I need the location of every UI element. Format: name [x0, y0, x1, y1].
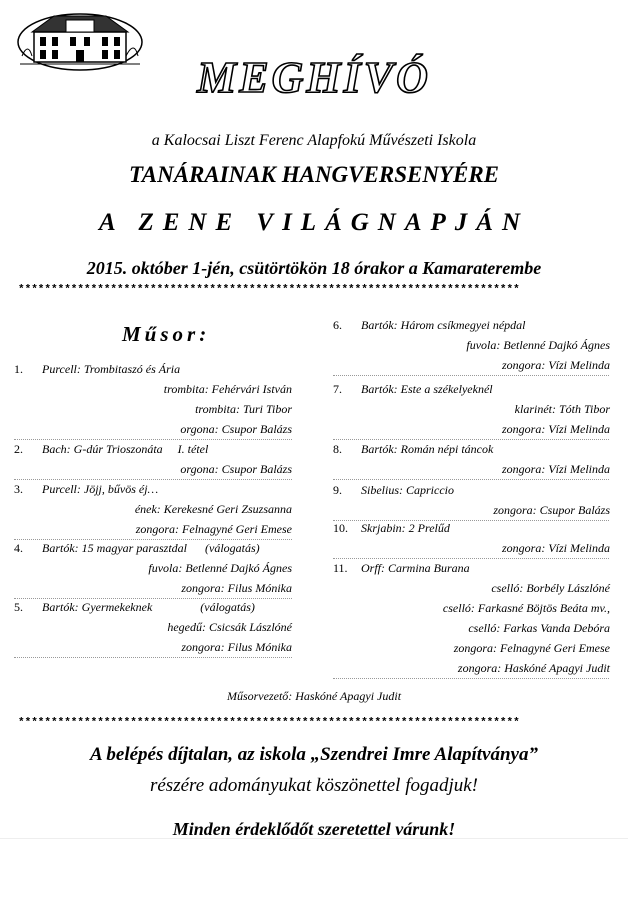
program-item-performer: fuvola: Betlenné Dajkó Ágnes [148, 561, 292, 575]
moderator-line: Műsorvezető: Haskóné Apagyi Judit [226, 689, 402, 703]
program-item-performer: zongora: Vízi Melinda [502, 541, 610, 555]
program-item-number: 3. [14, 482, 23, 496]
world-music-day-line: A ZENE VILÁGNAPJÁN [98, 209, 530, 236]
program-item-performer: cselló: Farkasné Böjtös Beáta mv., [442, 601, 610, 615]
program-item-number: 8. [333, 442, 342, 456]
program-item-separator [333, 375, 609, 376]
program-item-performer: zongora: Vízi Melinda [502, 462, 610, 476]
program-item-title: Bartók: Három csíkmegyei népdal [361, 318, 526, 332]
donation-line: részére adományukat köszönettel fogadjuk! [149, 775, 479, 796]
program-item-performer: fuvola: Betlenné Dajkó Ágnes [466, 338, 610, 352]
program-item-performer: hegedű: Csicsák Lászlóné [167, 620, 292, 634]
program-item-title: Purcell: Trombitaszó és Ária [42, 362, 181, 376]
program-item-performer: cselló: Farkas Vanda Debóra [468, 621, 610, 635]
date-line: 2015. október 1-jén, csütörtökön 18 órakor a Kamaraterembe [86, 258, 542, 278]
program-item-separator [14, 598, 292, 599]
program-item-separator [333, 439, 609, 440]
program-item-number: 11. [333, 561, 348, 575]
program-item-separator [333, 479, 609, 480]
school-line: a Kalocsai Liszt Ferenc Alapfokú Művészeti Iskola [151, 132, 477, 149]
program-item-number: 2. [14, 442, 23, 456]
program-item-performer: trombita: Fehérvári István [163, 382, 292, 396]
program-item-separator [14, 439, 292, 440]
star-divider-bottom: **************************************************************************** [18, 717, 520, 729]
program-item-performer: orgona: Csupor Balázs [180, 422, 292, 436]
program-item-performer: zongora: Haskóné Apagyi Judit [457, 661, 610, 675]
program-item-performer: ének: Kerekesné Geri Zsuzsanna [134, 502, 292, 516]
program-item-performer: zongora: Vízi Melinda [502, 422, 610, 436]
program-item-number: 10. [333, 521, 348, 535]
program-item-number: 1. [14, 362, 23, 376]
free-entry-line: A belépés díjtalan, az iskola „Szendrei Imre Alapítványa” [90, 744, 538, 765]
program-item-performer: zongora: Vízi Melinda [502, 358, 610, 372]
program-item-performer: klarinét: Tóth Tibor [514, 402, 610, 416]
program-item-performer: orgona: Csupor Balázs [180, 462, 292, 476]
program-heading: Műsor: [122, 322, 211, 346]
program-item-separator [14, 479, 292, 480]
program-item-performer: zongora: Felnagyné Geri Emese [453, 641, 610, 655]
program-item-separator [14, 657, 292, 658]
program-item-title: Sibelius: Capriccio [361, 483, 454, 497]
program-item-title: Purcell: Jöjj, bűvös éj… [42, 482, 159, 496]
program-item-number: 7. [333, 382, 342, 396]
page-bottom-divider [0, 838, 628, 839]
program-item-separator [333, 678, 609, 679]
program-item-performer: zongora: Felnagyné Geri Emese [135, 522, 292, 536]
program-item-performer: cselló: Borbély Lászlóné [491, 581, 610, 595]
star-divider-top: **************************************************************************** [18, 284, 520, 296]
program-item-performer: zongora: Csupor Balázs [493, 503, 610, 517]
program-item-performer: zongora: Filus Mónika [181, 581, 292, 595]
program-item-title: Bartók: Este a székelyeknél [361, 382, 493, 396]
program-item-title: Bartók: Román népi táncok [361, 442, 494, 456]
program-item-number: 9. [333, 483, 342, 497]
program-item-separator [333, 558, 609, 559]
program-item-title: Skrjabin: 2 Prelűd [361, 521, 450, 535]
program-item-number: 5. [14, 600, 23, 614]
program-item-performer: trombita: Turi Tibor [195, 402, 292, 416]
program-item-title: Bartók: Gyermekeknek (válogatás) [42, 600, 255, 614]
program-item-title: Bartók: 15 magyar parasztdal (válogatás) [42, 541, 260, 555]
program-item-title: Orff: Carmina Burana [361, 561, 470, 575]
welcome-line: Minden érdeklődőt szeretettel várunk! [172, 819, 456, 839]
program-item-title: Bach: G-dúr Trioszonáta I. tétel [42, 442, 209, 456]
program-item-number: 4. [14, 541, 23, 555]
program-item-number: 6. [333, 318, 342, 332]
invitation-title: MEGHÍVÓ [197, 53, 431, 102]
program-item-separator [14, 539, 292, 540]
concert-line: TANÁRAINAK HANGVERSENYÉRE [128, 162, 500, 187]
program-item-performer: zongora: Filus Mónika [181, 640, 292, 654]
